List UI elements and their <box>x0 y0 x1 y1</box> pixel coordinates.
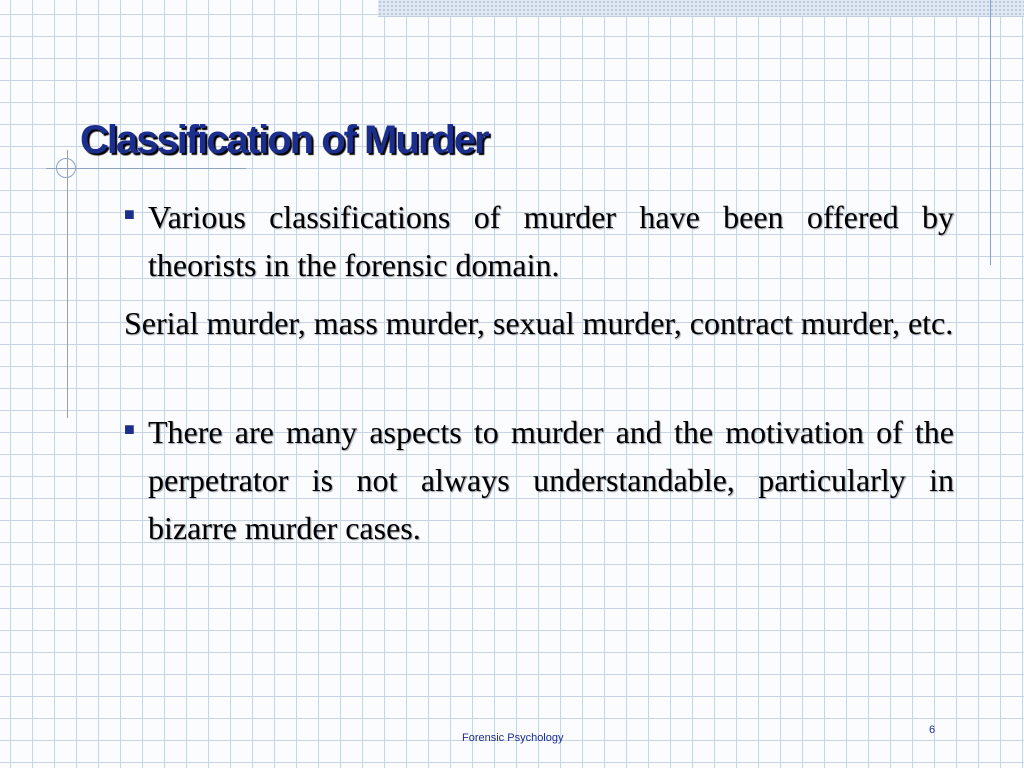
bullet-text: There are many aspects to murder and the motivation of the perpetrator is not always understandable, particularly in bizarre murder cases. <box>148 414 954 546</box>
slide-page-number: 6 <box>929 724 936 736</box>
slide-footer: Forensic Psychology <box>462 732 564 744</box>
bullet-item <box>124 405 954 552</box>
sub-item-text: Serial murder, mass murder, sexual murder, contract murder, etc. <box>124 305 954 341</box>
right-decorative-rule <box>990 0 991 265</box>
bullet-item <box>124 190 954 289</box>
sub-item <box>124 299 954 347</box>
slide-title: Classification of Murder <box>80 118 488 162</box>
title-decorative-rule <box>46 168 246 169</box>
bullet-text: Various classifications of murder have been offered by theorists in the forensic domain. <box>148 199 954 283</box>
left-decorative-rule <box>67 150 68 418</box>
title-circle-ornament <box>56 158 76 178</box>
slide-content <box>124 190 954 552</box>
square-bullet-icon: ■ <box>124 204 135 224</box>
top-decorative-band <box>378 0 1024 17</box>
square-bullet-icon: ■ <box>124 419 135 439</box>
